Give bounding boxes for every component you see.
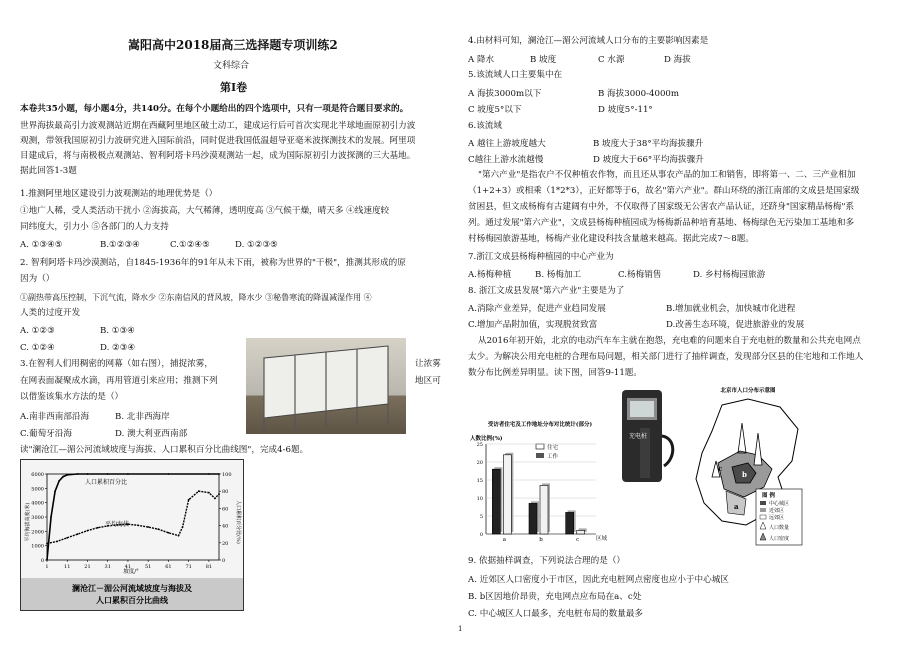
bar-home: [566, 512, 574, 534]
chart-intro: 读"澜沧江—湄公河流域坡度与海拔、人口累积百分比曲线图"，完成4-6题。: [20, 445, 309, 455]
q7-stem: 7.浙江文成县杨梅种植园的中心产业为: [468, 252, 614, 262]
map-legend-item: 中心城区: [769, 501, 790, 507]
charger-icon: [618, 386, 680, 486]
bar-work: [540, 485, 548, 534]
q3-option-d[interactable]: D. 澳大利亚西南部: [115, 429, 188, 439]
q3-option-a[interactable]: A.南非西南部沿海: [20, 412, 90, 422]
charger-photo: [618, 386, 680, 486]
x-tick-label: 71: [185, 564, 192, 570]
map-legend-people: 人口数量: [769, 525, 790, 531]
population-point: [127, 473, 129, 475]
q2-line: ①副热带高压控制，下沉气流，降水少 ②东南信风的背风坡，降水少 ③秘鲁寒流的降温减湿作用 ④: [20, 293, 372, 302]
q3-option-c[interactable]: C.葡萄牙沿海: [20, 429, 72, 439]
q8-stem: 8. 浙江文成县发展"第六产业"主要是为了: [468, 286, 625, 296]
q9-option-c[interactable]: C. 中心城区人口最多，充电桩布局的数量最多: [468, 609, 644, 619]
q6-option-b[interactable]: B 坡度大于38°平均海拔骤升: [593, 139, 704, 149]
altitude-point: [218, 493, 220, 495]
population-point: [107, 473, 109, 475]
exam-subtitle: 文科综合: [213, 61, 250, 71]
chart-caption: 澜沧江－湄公河流域坡度与海拔及: [72, 583, 192, 593]
legend-label-work: 工作: [547, 454, 559, 460]
q1-line: ①地广人稀，受人类活动干扰小 ②海拔高，大气稀薄，透明度高 ③气候干燥，晴天多 ④线速度较: [20, 206, 390, 216]
population-point: [208, 473, 210, 475]
passage3-line: 从2016年初开始，北京的电动汽车车主就在抱怨，充电难的问题来自于充电桩的数量和公共充电网点: [478, 336, 861, 346]
q2-option-c[interactable]: C. ①②④: [20, 343, 55, 353]
chart-caption: 人口累积百分比曲线: [96, 595, 168, 605]
alt-curve-label: 平均海拔: [105, 521, 130, 528]
map-title: 北京市人口分布示意图: [720, 388, 776, 394]
x-axis-label: 坡度/°: [123, 569, 139, 575]
population-point: [50, 516, 52, 518]
y-tick-label-left: 5000: [31, 486, 44, 493]
altitude-point: [168, 532, 170, 534]
y-tick-label-right: 40: [222, 523, 229, 530]
q8-option-a[interactable]: A.消除产业差异，促进产业趋同发展: [468, 304, 606, 314]
map-region-c: c: [718, 464, 723, 473]
bar-work: [577, 530, 585, 534]
bar-home: [492, 469, 500, 534]
bar-chart-title: 受访者住宅及工作地址分布对比统计(部分): [487, 422, 593, 428]
q1-option-b[interactable]: B.①②③④: [100, 240, 140, 250]
x-tick-label: 31: [104, 564, 111, 570]
map-region-a: a: [734, 502, 739, 511]
beijing-map-svg: [688, 383, 808, 551]
q8-option-c[interactable]: C.增加产品附加值，实现脱贫致富: [468, 320, 598, 330]
bar-chart-xtick: 区域: [596, 536, 608, 542]
altitude-point: [182, 526, 184, 528]
q6-stem: 6.该流域: [468, 121, 502, 131]
q2-line: 人类的过度开发: [20, 308, 81, 318]
y-tick-label-right: 0: [222, 558, 226, 564]
passage3-line: 数分布比例差异明显。读下图，回答9-11题。: [468, 368, 642, 378]
y-axis-label-left: 平均海拔高度(米): [25, 502, 31, 542]
exam-title: 嵩阳高中2018届高三选择题专项训练2: [128, 38, 338, 52]
q2-option-d[interactable]: D. ②③④: [100, 343, 136, 353]
x-tick-label: 51: [144, 564, 152, 570]
population-point: [168, 473, 170, 475]
q6-option-c[interactable]: C越往上游水流越慢: [468, 155, 544, 165]
altitude-point: [208, 492, 210, 494]
passage3-line: 太少。为解决公用充电桩的合理布局问题，相关部门进行了抽样调查，发现部分区县的住宅地和工作地人: [468, 352, 864, 362]
q2-line: 因为（）: [20, 274, 55, 284]
passage2-line: 列。通过发展"第六产业"，文成县杨梅种植园成为杨梅新品种培育基地、杨梅绿色无污染加工基地和多: [468, 218, 855, 228]
q5-option-d[interactable]: D 坡度5°-11°: [598, 105, 653, 115]
q1-stem: 1.推测阿里地区建设引力波观测站的地理优势是（）: [20, 189, 218, 199]
instructions: 本卷共35小题，每小题4分，共140分。在每个小题给出的四个选项中，只有一项是符合题目要求的。: [20, 104, 409, 114]
altitude-point: [66, 537, 68, 539]
x-tick-label: 21: [84, 564, 91, 570]
line-chart-frame: [20, 459, 244, 611]
bar-y-tick-label: 20: [476, 460, 483, 466]
q7-option-d[interactable]: D. 乡村杨梅园旅游: [693, 270, 766, 280]
q2-option-b[interactable]: B. ①③④: [100, 326, 135, 336]
bar-category-label: c: [576, 537, 580, 543]
q7-option-b[interactable]: B. 杨梅加工: [535, 270, 582, 280]
q3-line: 在网表面凝聚成水滴，再用管道引来应用；推测下列: [20, 376, 218, 386]
passage2-line: 村杨梅园旅游基地，杨梅产业化建设科技含量越来越高。据此完成7～8题。: [468, 234, 754, 244]
y-tick-label-right: 100: [222, 472, 232, 478]
q4-option-d[interactable]: D 海拔: [664, 55, 691, 65]
q2-option-a[interactable]: A. ①②③: [20, 326, 55, 336]
altitude-point: [56, 540, 58, 542]
y-tick-label-left: 2000: [31, 529, 44, 536]
passage1-line: 据此回答1-3题: [20, 166, 77, 176]
q4-option-c[interactable]: C 水源: [598, 55, 625, 65]
map-legend-item: 近郊区: [769, 508, 785, 514]
bar-category-label: b: [539, 537, 543, 543]
population-point: [87, 473, 89, 475]
q1-option-c[interactable]: C.①②④⑤: [170, 240, 210, 250]
x-tick-label: 1: [45, 564, 49, 570]
pop-curve-label: 人口累积百分比: [85, 479, 128, 486]
legend-swatch-home: [536, 444, 544, 449]
passage2-line: （1+2+3）或相乘（1*2*3），正好都等于6，故名"第六产业"。群山环绕的浙江南部的文成县是国家级: [468, 186, 860, 196]
legend-swatch-work: [536, 453, 544, 458]
altitude-point: [188, 499, 190, 501]
x-tick-label: 61: [165, 564, 172, 570]
population-point: [46, 559, 48, 561]
q6-option-a[interactable]: A 越往上游坡度越大: [468, 139, 546, 149]
y-tick-label-left: 0: [40, 558, 44, 564]
q5-option-c[interactable]: C 坡度5°以下: [468, 105, 522, 115]
passage2-line: 贫困县，但文成杨梅有古建阔有中外，不仅取得了国家级无公害农产品认证，还跻身"国家精品杨梅"系: [468, 202, 855, 212]
bar-home: [529, 503, 537, 534]
y-axis-label-right: 人口累积百分比(%): [235, 500, 241, 544]
y-tick-label-left: 4000: [31, 500, 44, 507]
q9-option-b[interactable]: B. b区因地价昂贵，充电网点应布局在a、c处: [468, 592, 642, 602]
q1-option-d[interactable]: D. ①②③⑤: [235, 240, 278, 250]
q3-line: 让浓雾: [415, 359, 441, 369]
q1-line: 同纬度大，引力小 ⑤各部门的人力支持: [20, 222, 169, 232]
fog-net-illustration: [246, 338, 406, 434]
passage1-line: 世界海拔最高引力波观测站近期在西藏阿里地区破土动工，建成运行后可首次实现北半球地面原初引力波: [20, 121, 416, 131]
volume-heading: 第Ⅰ卷: [220, 81, 248, 94]
population-point: [62, 476, 64, 478]
page-number: 1: [458, 625, 463, 633]
bar-work: [503, 455, 511, 534]
q6-option-d[interactable]: D 坡度大于66°平均海拔骤升: [593, 155, 704, 165]
map-region-b: b: [742, 470, 747, 479]
altitude-point: [97, 527, 99, 529]
q8-option-d[interactable]: D.改善生态环境，促进旅游业的发展: [666, 320, 805, 330]
q9-stem: 9. 依据抽样调查，下列说法合理的是（）: [468, 556, 626, 566]
altitude-point: [178, 535, 180, 537]
y-tick-label-left: 3000: [31, 515, 44, 521]
y-tick-label-left: 1000: [31, 543, 44, 550]
fog-net-photo: [246, 338, 406, 434]
bar-chart-frame: [468, 416, 613, 546]
altitude-point: [137, 524, 139, 526]
passage1-line: 观测，带领我国原初引力波研究进入国际前沿，同时促进我国低温超导亚毫米波探测技术的发展。阿里项: [20, 136, 416, 146]
q4-option-b[interactable]: B 坡度: [530, 55, 557, 65]
y-tick-label-right: 20: [222, 540, 229, 547]
x-tick-label: 81: [205, 564, 213, 570]
population-point: [66, 474, 68, 476]
population-point: [58, 480, 60, 482]
q4-stem: 4.由材料可知，澜沧江—湄公河流域人口分布的主要影响因素是: [468, 36, 709, 46]
q2-line: 2. 智利阿塔卡玛沙漠测站，自1845-1936年的91年从未下雨，被称为世界的"干极"，推测其形成的原: [20, 258, 406, 268]
q3-line: 以借鉴该集水方法的是（）: [20, 392, 124, 402]
q7-option-a[interactable]: A.杨梅种植: [468, 270, 512, 280]
q9-option-a[interactable]: A. 近郊区人口密度小于市区，因此充电桩网点密度也应小于中心城区: [468, 575, 729, 585]
q3-line: 地区可: [415, 376, 441, 386]
altitude-point: [76, 533, 78, 535]
q5-option-b[interactable]: B 海拔3000-4000m: [598, 89, 680, 99]
map-legend-density: 人口密度: [769, 536, 790, 542]
x-tick-label: 11: [64, 564, 71, 570]
y-tick-label-left: 6000: [31, 472, 44, 478]
map-legend-title: 图 例: [762, 493, 775, 499]
passage2-line: "第六产业"是指农户不仅种植农作物，而且还从事农产品的加工和销售，即将第一、二、三产业相加: [478, 170, 856, 180]
q1-option-a[interactable]: A. ①③④⑤: [20, 240, 63, 250]
bar-y-tick-label: 10: [476, 496, 483, 502]
altitude-point: [46, 543, 48, 545]
bar-chart: [468, 416, 613, 546]
bar-y-tick-label: 5: [479, 514, 483, 520]
line-chart: [21, 460, 243, 610]
population-point: [218, 473, 220, 475]
bar-y-tick-label: 15: [476, 478, 483, 484]
q8-option-b[interactable]: B.增加就业机会，加快城市化进程: [666, 304, 796, 314]
charger-text: 充电桩: [629, 433, 648, 440]
map-legend-item: 远郊区: [769, 515, 785, 521]
y-tick-label-right: 60: [222, 506, 229, 513]
altitude-point: [147, 526, 149, 528]
q7-option-c[interactable]: C.杨梅销售: [618, 270, 662, 280]
q3-line: 3.在智利人们用稠密的网幕（如右图），捕捉浓雾，: [20, 359, 213, 369]
q4-option-a[interactable]: A 降水: [468, 55, 495, 65]
q3-option-b[interactable]: B. 北非西海岸: [115, 412, 170, 422]
altitude-point: [214, 497, 216, 499]
altitude-point: [87, 530, 89, 532]
q5-option-a[interactable]: A 海拔3000m以下: [468, 89, 542, 99]
y-tick-label-right: 80: [222, 489, 229, 496]
population-point: [54, 490, 56, 492]
passage1-line: 目建成后，将与南极极点观测站、智利阿塔卡玛沙漠观测站一起，成为国际原初引力波探测的三大基地。: [20, 151, 416, 161]
legend-label-home: 住宅: [547, 445, 559, 451]
altitude-point: [157, 528, 159, 530]
altitude-point: [198, 490, 200, 492]
beijing-map: [688, 383, 808, 551]
x-tick-label: 41: [124, 564, 132, 570]
bar-y-tick-label: 0: [479, 532, 483, 538]
bar-chart-ylabel: 人数比例(%): [470, 436, 503, 442]
population-point: [76, 473, 78, 475]
bar-y-tick-label: 25: [476, 442, 483, 448]
q5-stem: 5.该流域人口主要集中在: [468, 70, 563, 80]
bar-category-label: a: [502, 537, 506, 543]
